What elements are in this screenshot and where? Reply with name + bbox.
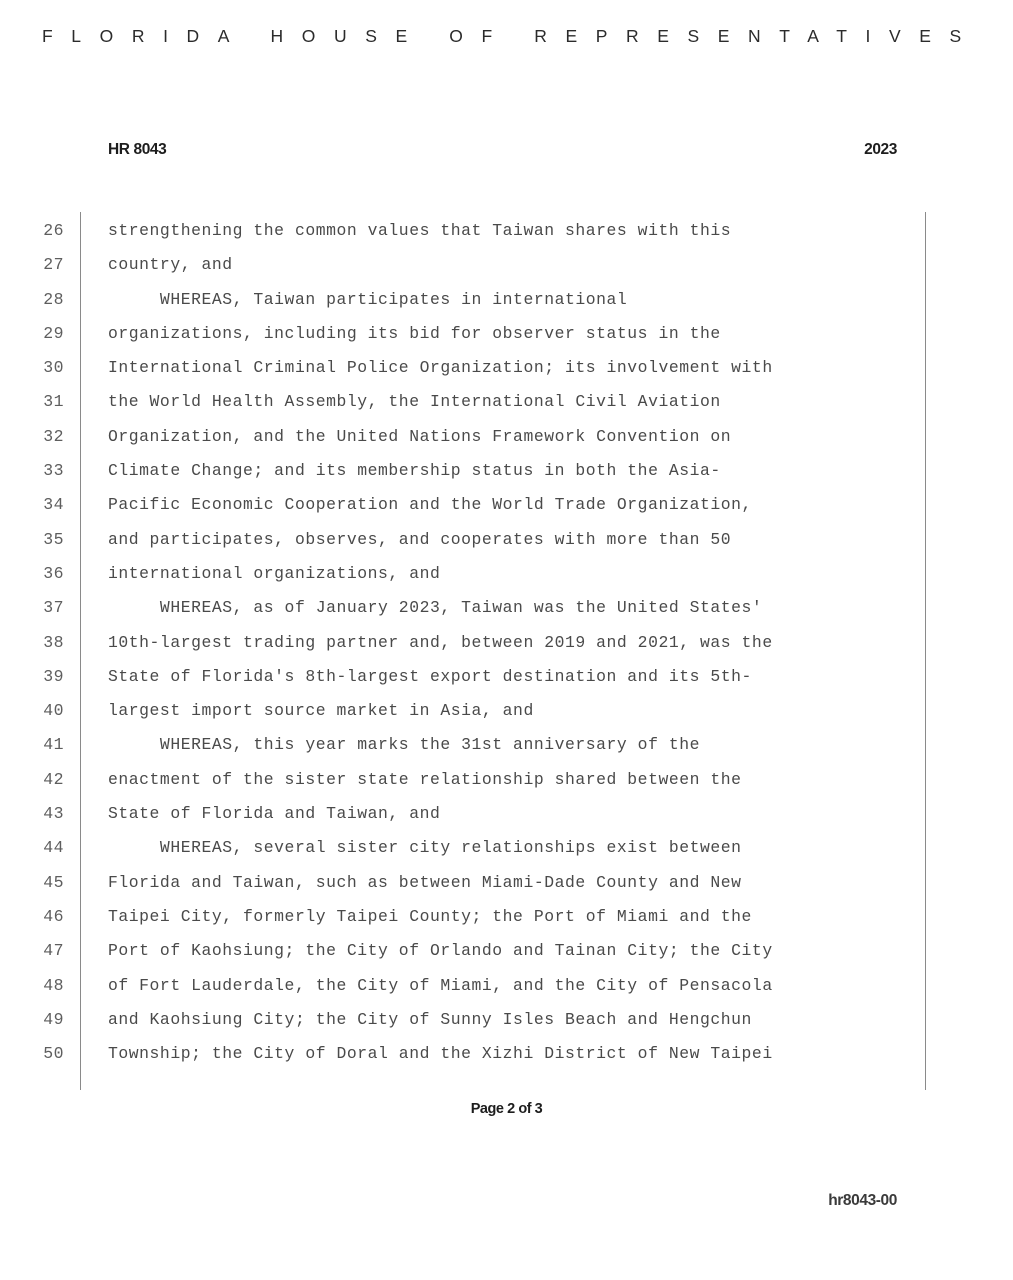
line-number: 48 [43, 975, 64, 995]
line-number: 36 [43, 563, 64, 583]
document-line [0, 495, 1013, 529]
line-text: organizations, including its bid for observer status in the [108, 323, 721, 343]
line-text: WHEREAS, this year marks the 31st anniversary of the [108, 735, 701, 755]
document-line [0, 667, 1013, 701]
line-number: 41 [43, 735, 64, 755]
document-code: hr8043-00 [828, 1192, 897, 1209]
line-text: and Kaohsiung City; the City of Sunny Isles Beach and Hengchun [108, 1009, 752, 1029]
bill-identification-line [108, 141, 897, 159]
line-text: State of Florida and Taiwan, and [108, 804, 441, 824]
line-number: 47 [43, 941, 64, 961]
document-line [0, 633, 1013, 667]
line-number: 34 [43, 495, 64, 515]
line-number: 26 [43, 221, 64, 240]
line-text: Port of Kaohsiung; the City of Orlando and Tainan City; the City [108, 941, 773, 961]
line-number: 40 [43, 701, 64, 721]
line-number: 45 [43, 872, 64, 892]
line-text: the World Health Assembly, the International Civil Aviation [108, 392, 721, 412]
line-text: State of Florida's 8th-largest export destination and its 5th- [108, 666, 752, 686]
document-line [0, 873, 1013, 907]
document-line [0, 804, 1013, 838]
document-line [0, 564, 1013, 598]
line-text: Organization, and the United Nations Framework Convention on [108, 426, 732, 446]
document-line [0, 941, 1013, 975]
line-number: 27 [43, 255, 64, 275]
document-line [0, 770, 1013, 804]
line-number: 39 [43, 666, 64, 686]
line-number: 49 [43, 1009, 64, 1029]
line-text: and participates, observes, and cooperates with more than 50 [108, 529, 732, 549]
line-number: 38 [43, 632, 64, 652]
line-text: strengthening the common values that Taiwan shares with this [108, 221, 732, 240]
line-text: enactment of the sister state relationship shared between the [108, 769, 742, 789]
document-line [0, 290, 1013, 324]
line-number: 42 [43, 769, 64, 789]
document-line [0, 530, 1013, 564]
document-line [0, 838, 1013, 872]
document-line [0, 907, 1013, 941]
line-number: 33 [43, 461, 64, 481]
document-line [0, 461, 1013, 495]
line-number: 30 [43, 358, 64, 378]
chamber-banner: FLORIDA HOUSE OF REPRESENTATIVES [42, 26, 980, 46]
line-number: 44 [43, 838, 64, 858]
document-line [0, 255, 1013, 289]
document-line [0, 427, 1013, 461]
line-text: WHEREAS, Taiwan participates in international [108, 289, 628, 309]
line-text: Florida and Taiwan, such as between Miami-Dade County and New [108, 872, 742, 892]
line-text: 10th-largest trading partner and, between 2019 and 2021, was the [108, 632, 773, 652]
document-line [0, 598, 1013, 632]
bill-year: 2023 [864, 141, 897, 158]
document-line [0, 1010, 1013, 1044]
document-line [0, 392, 1013, 426]
bill-number: HR 8043 [108, 141, 167, 158]
line-text: country, and [108, 255, 233, 275]
line-number: 28 [43, 289, 64, 309]
line-text: Township; the City of Doral and the Xizhi District of New Taipei [108, 1044, 773, 1064]
line-text: of Fort Lauderdale, the City of Miami, and the City of Pensacola [108, 975, 773, 995]
document-line [0, 735, 1013, 769]
page-indicator: Page 2 of 3 [470, 1101, 543, 1117]
document-line [0, 221, 1013, 255]
line-text: WHEREAS, several sister city relationships exist between [108, 838, 742, 858]
document-line [0, 1044, 1013, 1078]
document-line [0, 324, 1013, 358]
document-line [0, 701, 1013, 735]
line-text: WHEREAS, as of January 2023, Taiwan was the United States' [108, 598, 763, 618]
document-line [0, 358, 1013, 392]
line-number: 50 [43, 1044, 64, 1064]
document-line [0, 976, 1013, 1010]
line-text: Taipei City, formerly Taipei County; the Port of Miami and the [108, 906, 752, 926]
line-text: largest import source market in Asia, and [108, 701, 534, 721]
line-text: International Criminal Police Organization; its involvement with [108, 358, 773, 378]
line-text: Pacific Economic Cooperation and the World Trade Organization, [108, 495, 752, 515]
line-number: 31 [43, 392, 64, 412]
line-number: 35 [43, 529, 64, 549]
line-text: Climate Change; and its membership status in both the Asia- [108, 461, 721, 481]
document-body [0, 221, 1013, 1078]
line-number: 46 [43, 906, 64, 926]
line-number: 32 [43, 426, 64, 446]
line-number: 37 [43, 598, 64, 618]
line-number: 43 [43, 804, 64, 824]
line-number: 29 [43, 323, 64, 343]
line-text: international organizations, and [108, 563, 441, 583]
